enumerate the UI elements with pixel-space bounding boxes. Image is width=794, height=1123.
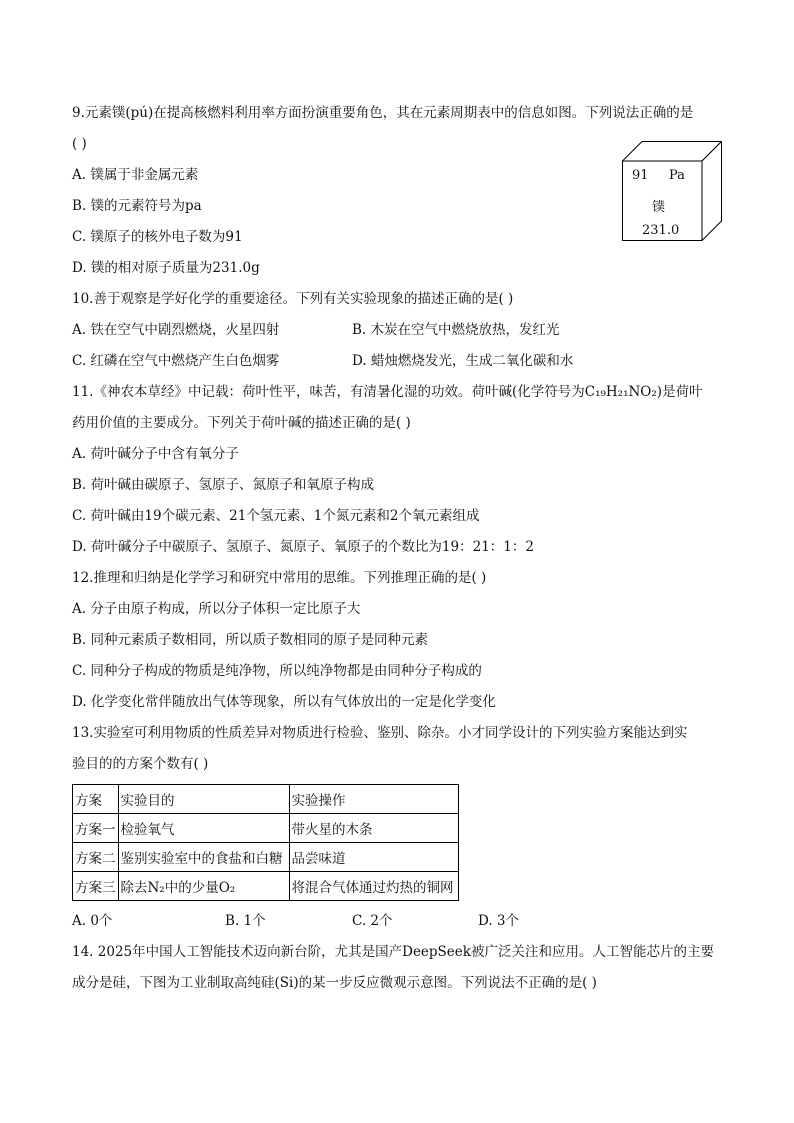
q13-stem-line1: 13.实验室可利用物质的性质差异对物质进行检验、鉴别、除杂。小才同学设计的下列实验方案能达到实 bbox=[72, 725, 688, 741]
table-cell: 除去N₂中的少量O₂ bbox=[118, 872, 289, 901]
table-cell: 实验操作 bbox=[289, 785, 458, 814]
atomic-number: 91 bbox=[632, 168, 649, 183]
q13-option-d: D. 3个 bbox=[478, 913, 520, 929]
table-header-row bbox=[73, 785, 459, 814]
table-cell: 方案三 bbox=[73, 872, 119, 901]
q11-option-c: C. 荷叶碱由19个碳元素、21个氢元素、1个氮元素和2个氧元素组成 bbox=[72, 508, 480, 524]
q12-option-b: B. 同种元素质子数相同，所以质子数相同的原子是同种元素 bbox=[72, 632, 429, 648]
table-row bbox=[73, 872, 459, 901]
table-cell: 方案一 bbox=[73, 814, 119, 843]
q11-stem-line1: 11.《神农本草经》中记载：荷叶性平，味苦，有清暑化湿的功效。荷叶碱(化学符号为C₁₉H₂₁NO₂)是荷叶 bbox=[72, 384, 703, 400]
q9-stem-line1: 9.元素镤(pú)在提高核燃料利用率方面扮演重要角色，其在元素周期表中的信息如图。下列说法正确的是 bbox=[72, 105, 694, 121]
table-cell: 品尝味道 bbox=[289, 843, 458, 872]
q12-option-c: C. 同种分子构成的物质是纯净物，所以纯净物都是由同种分子构成的 bbox=[72, 663, 482, 679]
q10-option-c: C. 红磷在空气中燃烧产生白色烟雾 bbox=[72, 353, 280, 369]
q12-stem: 12.推理和归纳是化学学习和研究中常用的思维。下列推理正确的是( ) bbox=[72, 570, 487, 586]
table-row bbox=[73, 843, 459, 872]
q13-option-c: C. 2个 bbox=[352, 913, 393, 929]
q9-option-b: B. 镤的元素符号为pa bbox=[72, 198, 202, 214]
table-cell: 实验目的 bbox=[118, 785, 289, 814]
table-cell: 方案二 bbox=[73, 843, 119, 872]
q11-option-d: D. 荷叶碱分子中碳原子、氢原子、氮原子、氧原子的个数比为19：21：1：2 bbox=[72, 539, 534, 555]
table-cell: 带火星的木条 bbox=[289, 814, 458, 843]
table-cell: 检验氧气 bbox=[118, 814, 289, 843]
table-cell: 方案 bbox=[73, 785, 119, 814]
q9-option-a: A. 镤属于非金属元素 bbox=[72, 167, 199, 183]
table-cell: 鉴别实验室中的食盐和白糖 bbox=[118, 843, 289, 872]
q11-option-b: B. 荷叶碱由碳原子、氢原子、氮原子和氧原子构成 bbox=[72, 477, 375, 493]
experiment-table bbox=[72, 784, 459, 901]
q12-option-d: D. 化学变化常伴随放出气体等现象，所以有气体放出的一定是化学变化 bbox=[72, 694, 496, 710]
table-row bbox=[73, 814, 459, 843]
q10-option-b: B. 木炭在空气中燃烧放热，发红光 bbox=[352, 322, 560, 338]
q13-option-a: A. 0个 bbox=[72, 913, 113, 929]
element-cell-pa bbox=[622, 141, 722, 241]
q9-option-d: D. 镤的相对原子质量为231.0g bbox=[72, 260, 260, 276]
q10-option-d: D. 蜡烛燃烧发光，生成二氧化碳和水 bbox=[352, 353, 574, 369]
q14-stem-line1: 14. 2025年中国人工智能技术迈向新台阶，尤其是国产DeepSeek被广泛关注和应用。人工智能芯片的主要 bbox=[72, 944, 714, 960]
q13-stem-line2: 验目的的方案个数有( ) bbox=[72, 756, 209, 772]
q10-stem: 10.善于观察是学好化学的重要途径。下列有关实验现象的描述正确的是( ) bbox=[72, 291, 514, 307]
atomic-mass: 231.0 bbox=[642, 223, 680, 238]
element-symbol: Pa bbox=[669, 168, 685, 183]
q13-option-b: B. 1个 bbox=[225, 913, 266, 929]
q12-option-a: A. 分子由原子构成，所以分子体积一定比原子大 bbox=[72, 601, 361, 617]
q14-stem-line2: 成分是硅，下图为工业制取高纯硅(Si)的某一步反应微观示意图。下列说法不正确的是( ) bbox=[72, 975, 597, 991]
q9-option-c: C. 镤原子的核外电子数为91 bbox=[72, 229, 243, 245]
q10-option-a: A. 铁在空气中剧烈燃烧，火星四射 bbox=[72, 322, 280, 338]
q11-stem-line2: 药用价值的主要成分。下列关于荷叶碱的描述正确的是( ) bbox=[72, 415, 411, 431]
q9-stem-line2: ( ) bbox=[72, 136, 87, 152]
table-cell: 将混合气体通过灼热的铜网 bbox=[289, 872, 458, 901]
q11-option-a: A. 荷叶碱分子中含有氧分子 bbox=[72, 446, 239, 462]
element-name: 镤 bbox=[652, 200, 666, 215]
